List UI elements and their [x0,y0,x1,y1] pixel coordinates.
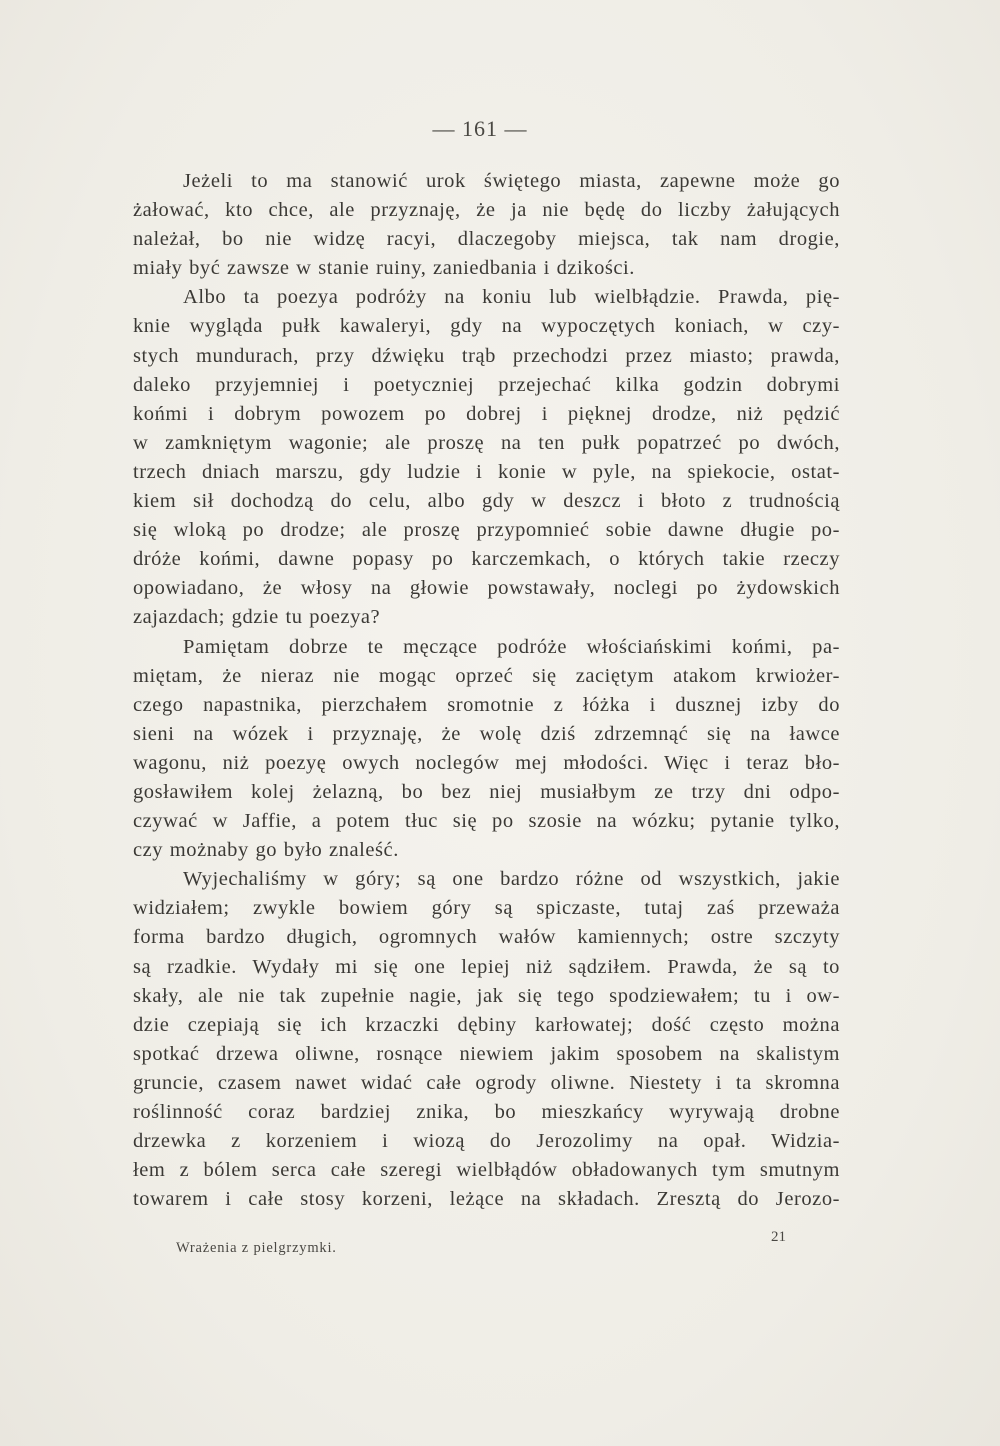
text-line: miętam, że nieraz nie mogąc oprzeć się zaciętym atakom krwiożer- [133,664,840,687]
text-line: czego napastnika, pierzchałem sromotnie z łóżka i dusznej izby do [133,693,840,716]
text-line: knie wygląda pułk kawaleryi, gdy na wypoczętych koniach, w czy- [133,315,840,338]
text-line: towarem i całe stosy korzeni, leżące na składach. Zresztą do Jerozo- [133,1188,840,1211]
signature-mark: 21 [771,1229,786,1245]
text-line: Pamiętam dobrze te męczące podróże włościańskimi końmi, pa- [183,635,840,658]
text-line: należał, bo nie widzę racyi, dlaczegoby miejsca, tak nam drogie, [133,228,840,251]
text-line: dzie czepiają się ich krzaczki dębiny karłowatej; dość często można [133,1013,840,1036]
text-line: końmi i dobrym powozem po dobrej i pięknej drodze, niż pędzić [133,402,840,425]
body-text [133,167,840,1214]
text-line: forma bardzo długich, ogromnych wałów kamiennych; ostre szczyty [133,926,840,949]
text-line: łem z bólem serca całe szeregi wielbłądów obładowanych tym smutnym [133,1159,840,1182]
text-line: czywać w Jaffie, a potem tłuc się po szosie na wózku; pytanie tylko, [133,810,840,833]
text-line: opowiadano, że włosy na głowie powstawały, noclegi po żydowskich [133,577,840,600]
text-line: czy możnaby go było znaleść. [133,839,399,862]
text-line: trzech dniach marszu, gdy ludzie i konie w pyle, na spiekocie, ostat- [133,460,840,483]
text-line: żałować, kto chce, ale przyznaję, że ja nie będę do liczby żałujących [133,199,840,222]
footer-book-title: Wrażenia z pielgrzymki. [176,1240,337,1256]
text-line: miały być zawsze w stanie ruiny, zaniedbania i dzikości. [133,257,635,280]
text-line: skały, ale nie tak zupełnie nagie, jak się tego spodziewałem; tu i ow- [133,984,840,1007]
page-number: — 161 — [432,116,528,141]
text-line: wagonu, niż poezyę owych noclegów mej młodości. Więc i teraz bło- [133,751,840,774]
text-line: drzewka z korzeniem i wiozą do Jerozolimy na opał. Widzia- [133,1130,840,1153]
text-line: spotkać drzewa oliwne, rosnące niewiem jakim sposobem na skalistym [133,1042,840,1065]
text-line: widziałem; zwykle bowiem góry są spiczaste, tutaj zaś przeważa [133,897,840,920]
text-line: gosławiłem kolej żelazną, bo bez niej musiałbym ze trzy dni odpo- [133,780,840,803]
text-line: roślinność coraz bardziej znika, bo mieszkańcy wyrywają drobne [133,1101,840,1123]
text-line: w zamkniętym wagonie; ale proszę na ten pułk popatrzeć po dwóch, [133,431,840,454]
text-line: Jeżeli to ma stanowić urok świętego miasta, zapewne może go [183,170,840,192]
text-line: gruncie, czasem nawet widać całe ogrody oliwne. Niestety i ta skromna [133,1071,840,1094]
text-line: Albo ta poezya podróży na koniu lub wielbłądzie. Prawda, pię- [183,286,840,309]
text-line: są rzadkie. Wydały mi się one lepiej niż sądziłem. Prawda, że są to [133,955,840,978]
text-line: sieni na wózek i przyznaję, że wolę dziś zdrzemnąć się na ławce [133,722,840,745]
text-line: dróże końmi, dawne popasy po karczemkach, o których takie rzeczy [133,548,840,571]
text-line: kiem sił dochodzą do celu, albo gdy w deszcz i błoto z trudnością [133,490,840,513]
text-line: daleko przyjemniej i poetyczniej przejechać kilka godzin dobrymi [133,373,840,396]
text-line: stych mundurach, przy dźwięku trąb przechodzi przez miasto; prawda, [133,344,840,367]
text-line: zajazdach; gdzie tu poezya? [133,606,381,629]
text-line: Wyjechaliśmy w góry; są one bardzo różne od wszystkich, jakie [183,868,840,891]
text-line: się wloką po drodze; ale proszę przypomnieć sobie dawne długie po- [133,519,840,542]
